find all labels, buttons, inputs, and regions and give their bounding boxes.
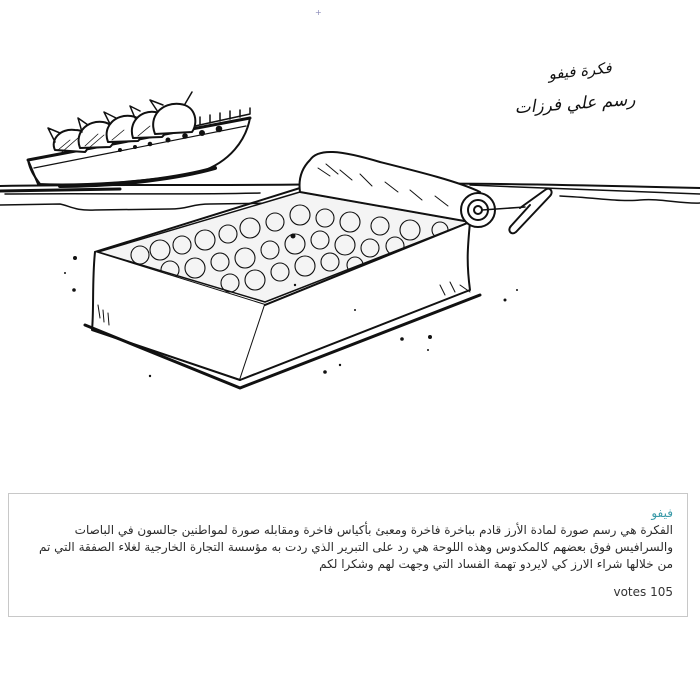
signature-idea: فكرة فيفو [547, 58, 613, 84]
top-marker: + [315, 8, 322, 17]
comment-text: الفكرة هي رسم صورة لمادة الأرز قادم بباخرة فاخرة ومعبئ بأكياس فاخرة ومقابله صورة لمواطنين جالسون في الباصات والسرافيس فوق بعضهم كالمكدوس وهذه اللوحة هي رد على التبرير الذي ردت به مؤسسة التجارة الخارجية لغلاء الصفقة التي تم من خلالها شراء الارز كي لايردو تهمة الفساد التي وجهت لهم وشكرا لكم [39, 523, 673, 571]
votes-count: votes 105 [613, 585, 673, 599]
signature-artist: رسم علي فرزات [513, 89, 637, 119]
artist-signature [510, 58, 640, 119]
ship [28, 92, 250, 186]
comment-box [8, 493, 688, 617]
sardine-tin [85, 188, 480, 388]
author-link[interactable]: فيفو [651, 506, 673, 520]
